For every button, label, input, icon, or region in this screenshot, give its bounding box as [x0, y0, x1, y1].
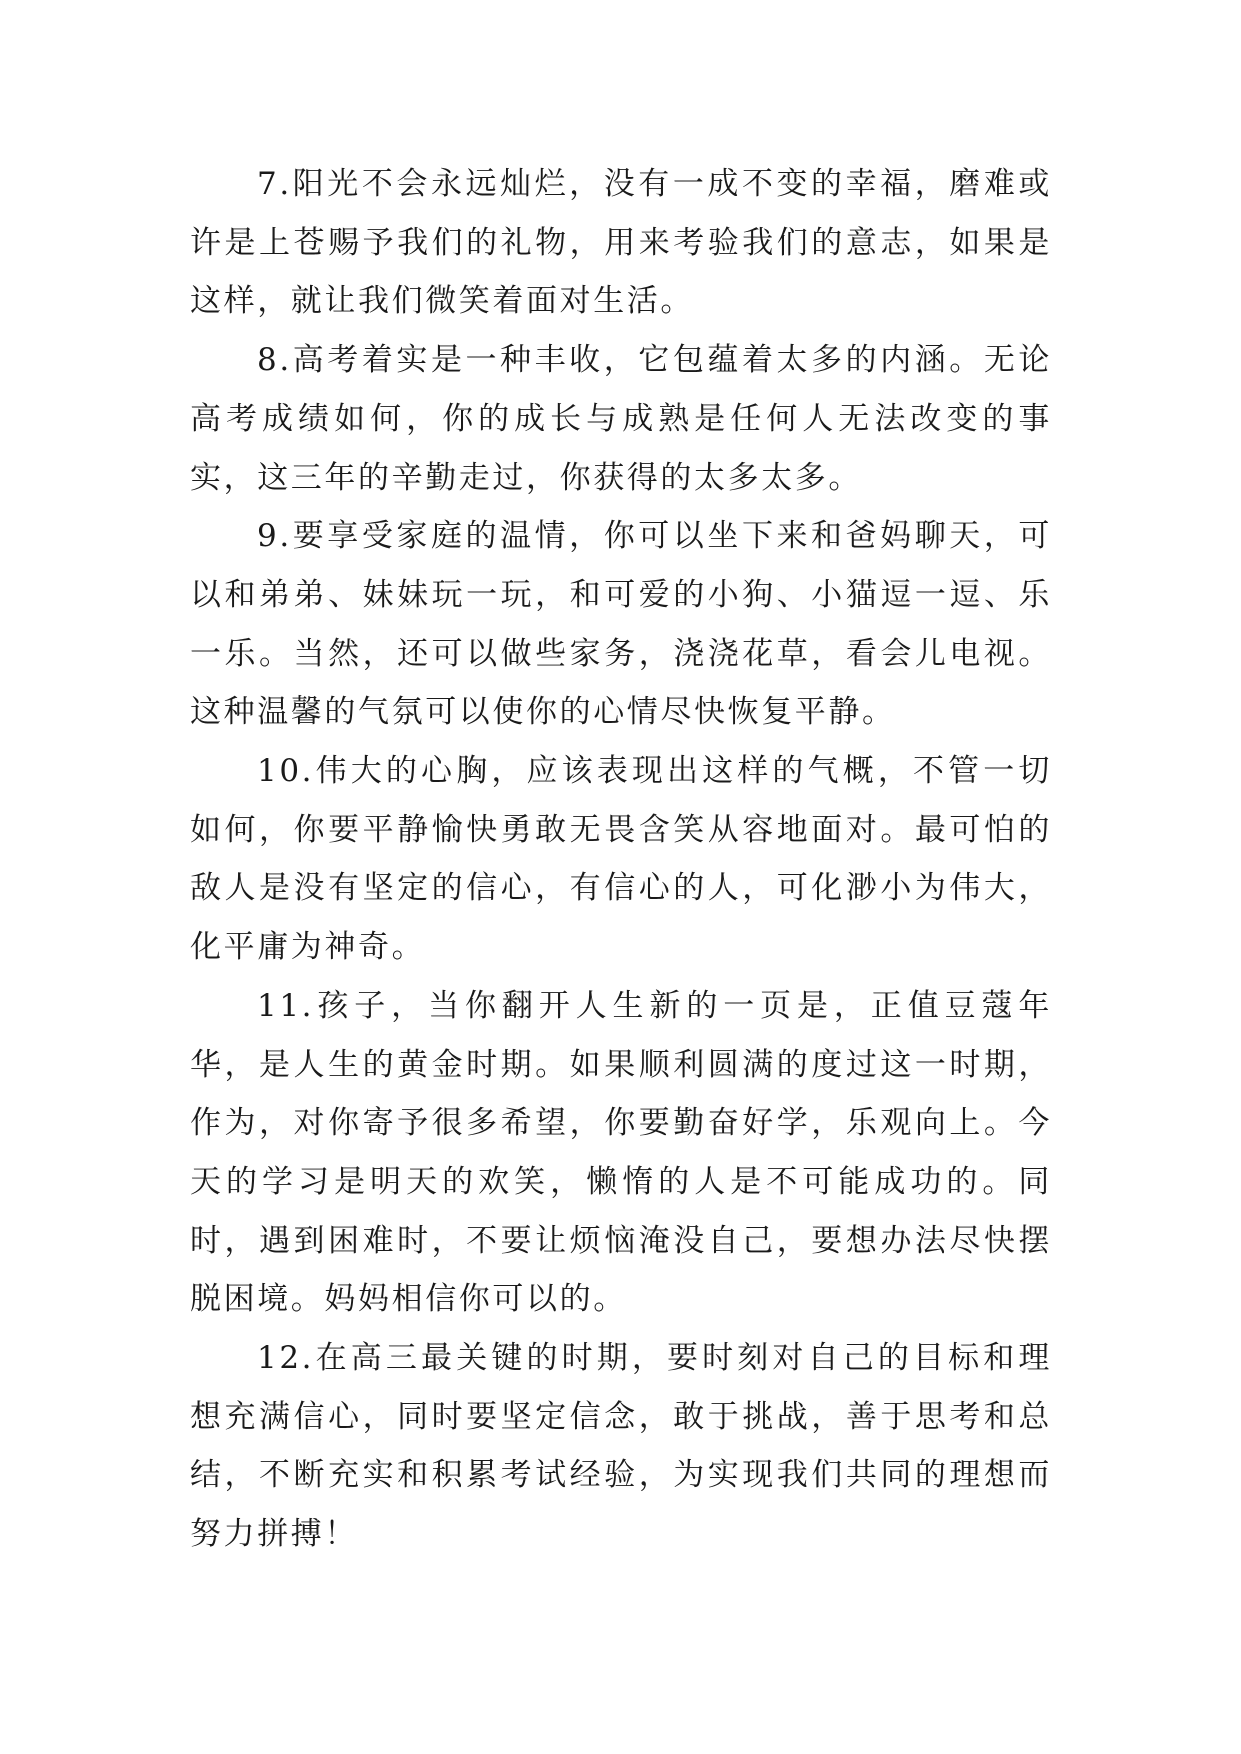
paragraph-8: 8.高考着实是一种丰收，它包蕴着太多的内涵。无论高考成绩如何，你的成长与成熟是任何人无法改变的事实，这三年的辛勤走过，你获得的太多太多。: [190, 342, 1052, 496]
paragraph-11: 11.孩子，当你翻开人生新的一页是，正值豆蔻年华，是人生的黄金时期。如果顺利圆满的度过这一时期，作为，对你寄予很多希望，你要勤奋好学，乐观向上。今天的学习是明天的欢笑，懒惰的人是不可能成功的。同时，遇到困难时，不要让烦恼淹没自己，要想办法尽快摆脱困境。妈妈相信你可以的。: [190, 987, 1052, 1318]
paragraph-12: 12.在高三最关键的时期，要时刻对自己的目标和理想充满信心，同时要坚定信念，敢于挑战，善于思考和总结，不断充实和积累考试经验，为实现我们共同的理想而努力拼搏！: [190, 1340, 1052, 1553]
paragraph-9: 9.要享受家庭的温情，你可以坐下来和爸妈聊天，可以和弟弟、妹妹玩一玩，和可爱的小狗、小猫逗一逗、乐一乐。当然，还可以做些家务，浇浇花草，看会儿电视。这种温馨的气氛可以使你的心情尽快恢复平静。: [190, 518, 1052, 731]
document-body: [190, 155, 1052, 1564]
paragraph-7: 7.阳光不会永远灿烂，没有一成不变的幸福，磨难或许是上苍赐予我们的礼物，用来考验我们的意志，如果是这样，就让我们微笑着面对生活。: [190, 166, 1052, 320]
paragraph-10: 10.伟大的心胸，应该表现出这样的气概，不管一切如何，你要平静愉快勇敢无畏含笑从容地面对。最可怕的敌人是没有坚定的信心，有信心的人，可化渺小为伟大，化平庸为神奇。: [190, 753, 1052, 966]
